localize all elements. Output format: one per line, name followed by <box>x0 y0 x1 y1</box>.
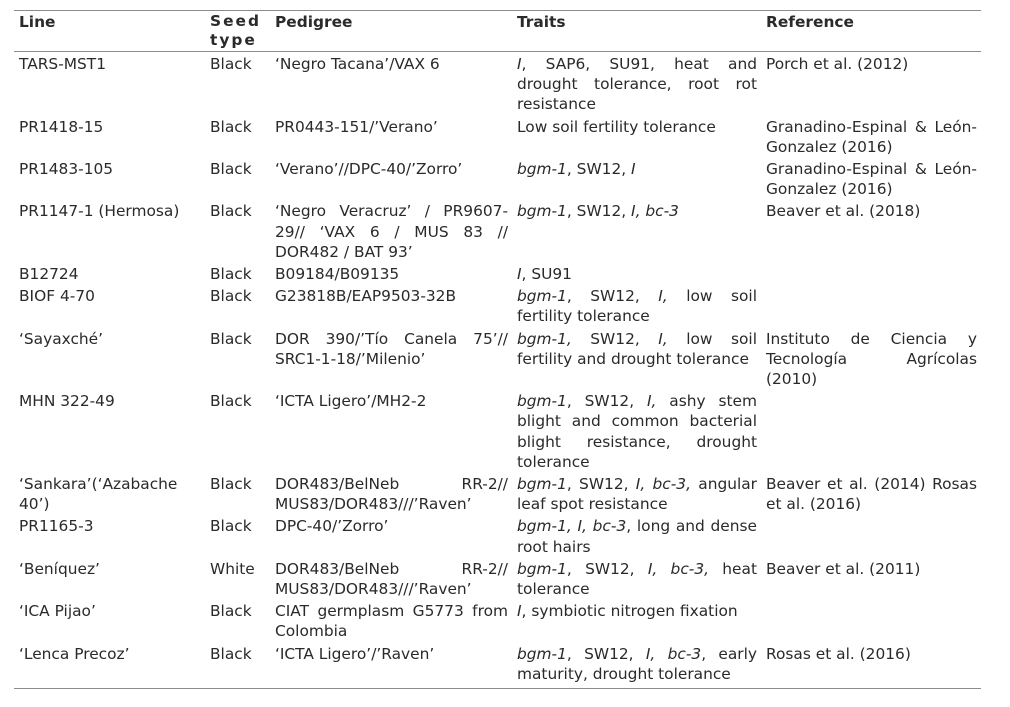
cell-pedigree: ‘Negro Veracruz’ / PR9607-29// ‘VAX 6 / MUS 83 // DOR482 / BAT 93’ <box>275 202 508 261</box>
table-row <box>14 558 981 600</box>
cell-seed-type: Black <box>210 644 252 663</box>
table-row <box>14 643 981 689</box>
cell-seed-type: Black <box>210 160 252 179</box>
cell-seed-type: Black <box>210 287 252 306</box>
cell-traits <box>512 473 761 515</box>
cell-pedigree: B09184/B09135 <box>275 265 400 284</box>
cell-line: PR1483-105 <box>19 160 114 179</box>
cell-line: ‘Sayaxché’ <box>19 329 104 348</box>
cell-line: PR1147-1 (Hermosa) <box>19 202 180 221</box>
cell-pedigree: ‘ICTA Ligero’/MH2-2 <box>275 392 427 411</box>
cell-reference <box>761 600 981 642</box>
cell-pedigree: PR0443-151/’Verano’ <box>275 117 438 136</box>
trait-gene-symbol: bgm-1 <box>517 475 567 494</box>
trait-gene-symbol: bgm-1 <box>517 559 567 578</box>
trait-gene-symbol: bgm-1 <box>517 202 567 221</box>
cell-reference <box>761 515 981 557</box>
cell-line: B12724 <box>19 265 79 284</box>
trait-text: , SU91 <box>521 265 572 284</box>
trait-gene-symbol: I, <box>658 287 668 306</box>
table-row <box>14 285 981 327</box>
cell-reference <box>761 390 981 473</box>
trait-text: , SW12, <box>566 644 646 663</box>
header-seed-type: Seed type <box>210 12 261 49</box>
cell-reference: Granadino-Espinal & León-Gonzalez (2016) <box>766 160 977 199</box>
cell-traits <box>512 558 761 600</box>
trait-text: , SW12, <box>566 475 636 494</box>
trait-gene-symbol: I <box>517 55 522 73</box>
cell-reference: Granadino-Espinal & León-Gonzalez (2016) <box>766 117 977 156</box>
cell-line: PR1165-3 <box>19 517 94 536</box>
table-row <box>14 390 981 473</box>
trait-text: ashy stem blight and common bacterial blight resistance, drought tolerance <box>517 392 757 471</box>
trait-text: angular leaf spot resistance <box>517 475 758 514</box>
cell-seed-type: Black <box>210 475 252 494</box>
cell-traits <box>512 285 761 327</box>
trait-gene-symbol: bgm-1 <box>517 644 567 663</box>
cell-line: ‘Beníquez’ <box>19 559 100 578</box>
trait-text: , early maturity, drought tolerance <box>517 644 757 683</box>
trait-gene-symbol: bgm-1 <box>517 287 567 306</box>
cell-traits <box>512 263 761 285</box>
table-body <box>14 52 981 689</box>
cell-reference <box>761 263 981 285</box>
cell-traits <box>512 328 761 391</box>
cell-line: ‘Sankara’(‘Azabache 40’) <box>19 475 178 514</box>
cell-seed-type: Black <box>210 202 252 221</box>
cell-traits <box>512 643 761 689</box>
cell-traits <box>512 116 761 158</box>
table-row <box>14 263 981 285</box>
table-row <box>14 473 981 515</box>
cell-pedigree: G23818B/EAP9503-32B <box>275 287 457 306</box>
trait-text: , SW12, <box>566 559 648 578</box>
cell-reference: Porch et al. (2012) <box>766 55 909 73</box>
cell-reference <box>761 285 981 327</box>
cell-pedigree: DOR483/BelNeb RR-2// MUS83/DOR483///’Raven’ <box>275 475 508 514</box>
table-row <box>14 515 981 557</box>
cell-reference: Beaver et al. (2014) Rosas et al. (2016) <box>766 475 977 514</box>
header-row <box>14 11 981 52</box>
cell-traits <box>512 52 761 116</box>
trait-text: , SW12, <box>566 160 632 179</box>
cell-pedigree: DOR 390/’Tío Canela 75’// SRC1-1-18/’Milenio’ <box>275 329 508 368</box>
cell-traits <box>512 200 761 263</box>
header-pedigree: Pedigree <box>275 13 353 31</box>
cell-line: ‘Lenca Precoz’ <box>19 644 130 663</box>
trait-text: , SW12, <box>566 392 647 411</box>
table-row <box>14 52 981 116</box>
header-traits: Traits <box>517 13 566 31</box>
trait-gene-symbol: I, bc-3 <box>645 644 702 663</box>
cell-seed-type: Black <box>210 55 252 73</box>
cell-line: MHN 322-49 <box>19 392 115 411</box>
bean-lines-table <box>14 10 981 689</box>
cell-seed-type: White <box>210 559 255 578</box>
cell-seed-type: Black <box>210 329 252 348</box>
table-row <box>14 116 981 158</box>
cell-seed-type: Black <box>210 517 252 536</box>
cell-line: PR1418-15 <box>19 117 104 136</box>
trait-gene-symbol: bgm-1 <box>517 160 567 179</box>
cell-traits <box>512 515 761 557</box>
cell-line: BIOF 4-70 <box>19 287 95 306</box>
table-row <box>14 158 981 200</box>
table-row <box>14 200 981 263</box>
cell-traits <box>512 600 761 642</box>
trait-text: heat tolerance <box>517 559 757 599</box>
trait-gene-symbol: bgm-1 <box>517 392 567 411</box>
trait-text: , long and dense root hairs <box>517 517 757 556</box>
trait-text: low soil fertility and drought tolerance <box>517 329 757 368</box>
cell-pedigree: DOR483/BelNeb RR-2// MUS83/DOR483///’Raven’ <box>275 559 508 599</box>
trait-text: , SW12, <box>566 287 659 306</box>
cell-traits <box>512 158 761 200</box>
cell-seed-type: Black <box>210 117 252 136</box>
trait-gene-symbol: I, bc-3, <box>635 475 691 494</box>
trait-gene-symbol: I <box>517 602 522 621</box>
cell-reference: Beaver et al. (2018) <box>766 202 921 221</box>
cell-reference: Instituto de Ciencia y Tecnología Agrícolas (2010) <box>766 329 977 389</box>
cell-line: ‘ICA Pijao’ <box>19 602 96 621</box>
header-reference: Reference <box>766 13 854 31</box>
trait-gene-symbol: bgm-1, I, bc-3 <box>517 517 627 536</box>
trait-gene-symbol: I <box>517 265 522 284</box>
cell-pedigree: ‘ICTA Ligero’/’Raven’ <box>275 644 435 663</box>
cell-pedigree: ‘Verano’//DPC-40/’Zorro’ <box>275 160 463 179</box>
table-header <box>14 11 981 52</box>
trait-text: , SAP6, SU91, heat and drought tolerance, root rot resistance <box>517 55 757 114</box>
trait-text: , symbiotic nitrogen fixation <box>521 602 738 621</box>
trait-gene-symbol: I <box>631 160 636 179</box>
trait-text: , SW12, <box>566 202 632 221</box>
cell-seed-type: Black <box>210 392 252 411</box>
trait-gene-symbol: I, <box>658 329 668 348</box>
cell-traits <box>512 390 761 473</box>
trait-gene-symbol: I, bc-3, <box>647 559 710 578</box>
trait-text: low soil fertility tolerance <box>517 287 757 326</box>
cell-reference: Beaver et al. (2011) <box>766 559 921 578</box>
table-row <box>14 328 981 391</box>
trait-gene-symbol: I, bc-3 <box>631 202 679 221</box>
cell-line: TARS-MST1 <box>19 55 106 73</box>
cell-seed-type: Black <box>210 265 252 284</box>
cell-pedigree: ‘Negro Tacana’/VAX 6 <box>275 55 440 73</box>
header-line: Line <box>19 13 56 31</box>
cell-pedigree: DPC-40/’Zorro’ <box>275 517 389 536</box>
cell-pedigree: CIAT germplasm G5773 from Colombia <box>275 602 508 641</box>
trait-gene-symbol: I, <box>646 392 657 411</box>
cell-reference: Rosas et al. (2016) <box>766 644 911 663</box>
table-row <box>14 600 981 642</box>
trait-gene-symbol: bgm-1, <box>517 329 572 348</box>
cell-seed-type: Black <box>210 602 252 621</box>
trait-text: SW12, <box>571 329 659 348</box>
trait-text: Low soil fertility tolerance <box>517 117 716 136</box>
